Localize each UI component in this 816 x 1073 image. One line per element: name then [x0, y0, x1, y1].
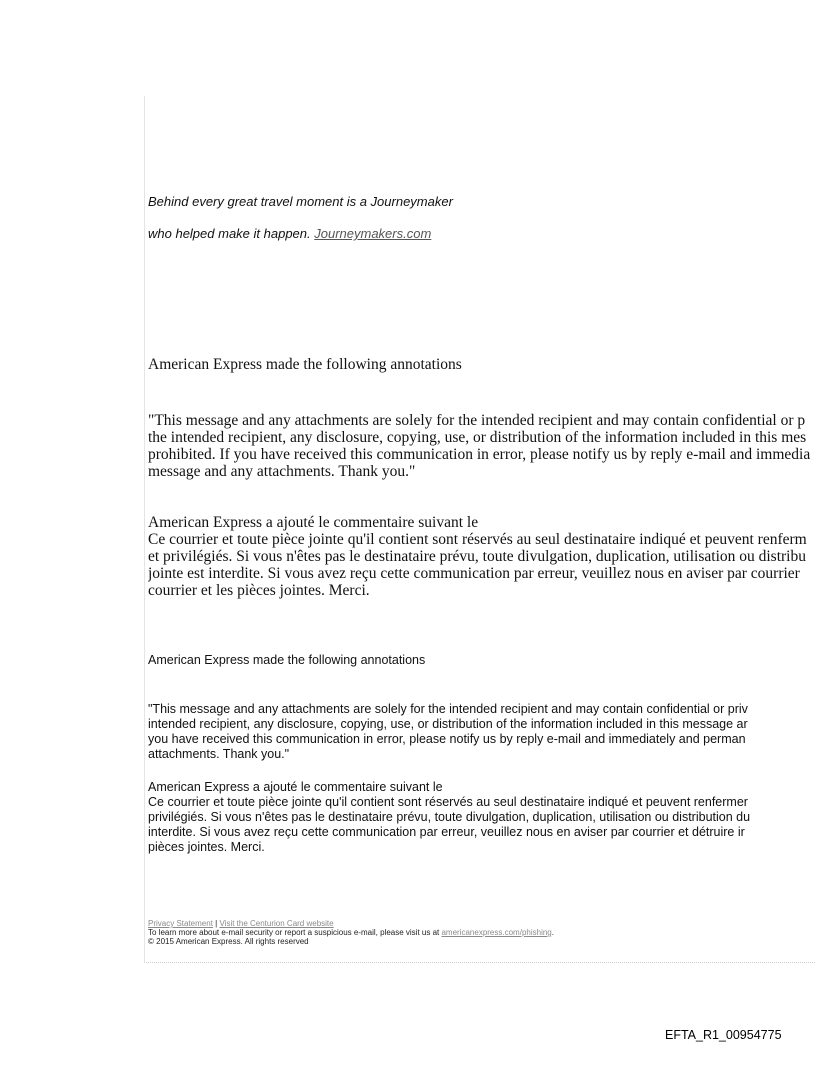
sans-annotations-heading: American Express made the following annotations [148, 653, 426, 667]
serif-french-notice [148, 514, 807, 599]
sans-french-line: pièces jointes. Merci. [148, 840, 265, 854]
centurion-card-link[interactable]: Visit the Centurion Card website [219, 919, 334, 928]
sans-english-line: attachments. Thank you." [148, 747, 290, 761]
serif-french-line: Ce courrier et toute pièce jointe qu'il contient sont réservés au seul destinataire indiqué et peuvent renferm [148, 531, 807, 548]
email-body-content [148, 96, 816, 962]
sans-french-line: Ce courrier et toute pièce jointe qu'il contient sont réservés au seul destinataire indiqué et peuvent renfermer [148, 795, 748, 809]
serif-english-line: message and any attachments. Thank you." [148, 463, 416, 480]
sans-french-line: American Express a ajouté le commentaire suivant le [148, 780, 443, 794]
serif-french-line: et privilégiés. Si vous n'êtes pas le destinataire prévu, toute divulgation, duplication, utilisation ou distribu [148, 548, 806, 565]
security-period: . [551, 928, 554, 937]
journeymakers-link[interactable]: Journeymakers.com [314, 226, 432, 241]
serif-annotations-heading: American Express made the following annotations [148, 356, 462, 373]
sans-english-line: intended recipient, any disclosure, copying, use, or distribution of the information included in this message ar [148, 717, 748, 731]
copyright-text: © 2015 American Express. All rights reserved [148, 937, 309, 946]
sans-english-line: "This message and any attachments are solely for the intended recipient and may contain confidential or priv [148, 702, 748, 716]
sans-french-notice [148, 780, 750, 855]
serif-french-line: jointe est interdite. Si vous avez reçu cette communication par erreur, veuillez nous en aviser par courrier [148, 565, 800, 582]
document-id: EFTA_R1_00954775 [665, 1028, 782, 1042]
phishing-link[interactable]: americanexpress.com/phishing [441, 928, 552, 937]
footer-links-row [148, 919, 554, 928]
signature-line-2 [148, 226, 431, 241]
privacy-statement-link[interactable]: Privacy Statement [148, 919, 213, 928]
serif-french-line: courrier et les pièces jointes. Merci. [148, 582, 370, 599]
serif-french-line: American Express a ajouté le commentaire suivant le [148, 514, 479, 531]
email-body-frame [144, 96, 816, 963]
security-text: To learn more about e-mail security or report a suspicious e-mail, please visit us at [148, 928, 440, 937]
signature-text: who helped make it happen. [148, 226, 311, 241]
serif-english-notice [148, 412, 810, 480]
sans-english-line: you have received this communication in error, please notify us by reply e-mail and immediately and perman [148, 732, 746, 746]
signature-line-1: Behind every great travel moment is a Journeymaker [148, 194, 453, 209]
sans-french-line: interdite. Si vous avez reçu cette communication par erreur, veuillez nous en aviser par courrier et détruire ir [148, 825, 745, 839]
sans-english-notice [148, 702, 748, 762]
serif-english-line: "This message and any attachments are solely for the intended recipient and may contain confidential or p [148, 412, 806, 429]
serif-english-line: prohibited. If you have received this communication in error, please notify us by reply e-mail and immedia [148, 446, 811, 463]
sans-french-line: privilégiés. Si vous n'êtes pas le destinataire prévu, toute divulgation, duplication, utilisation ou distribution du [148, 810, 751, 824]
footer-security-row [148, 928, 554, 937]
serif-english-line: the intended recipient, any disclosure, copying, use, or distribution of the information included in this mes [148, 429, 807, 446]
footer-separator: | [215, 919, 218, 928]
email-footer [148, 919, 554, 946]
